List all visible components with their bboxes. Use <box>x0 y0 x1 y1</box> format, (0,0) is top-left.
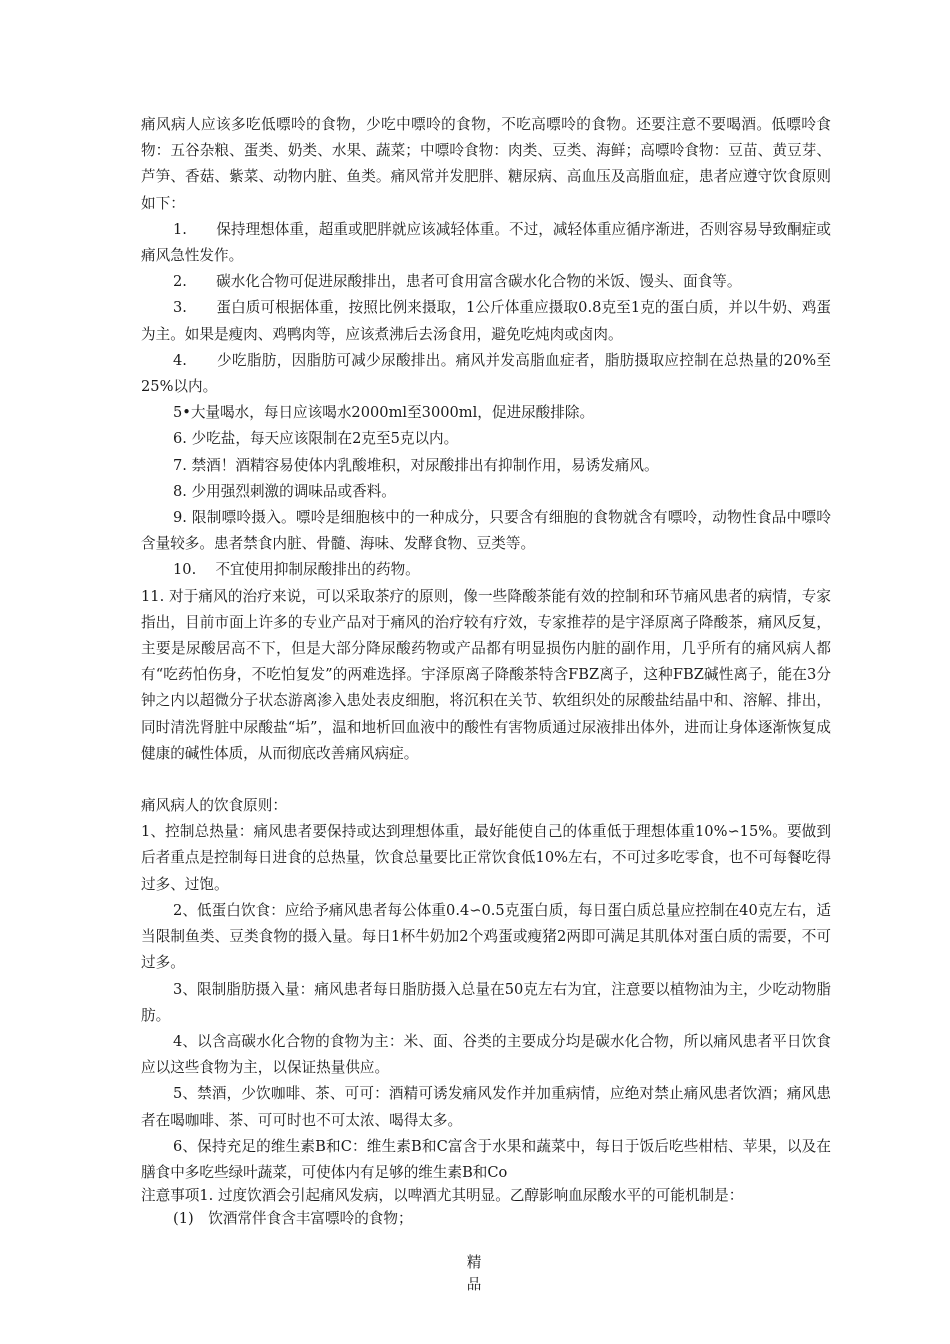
principle-5: 5•大量喝水，每日应该喝水2000ml至3000ml，促进尿酸排除。 <box>173 404 595 422</box>
footer-char-1: 精 <box>466 1254 482 1271</box>
diet-rule-6: 6、保持充足的维生素B和C：维生素B和C富含于水果和蔬菜中，每日于饭后吃些柑桔、苹果，以及在膳食中多吃些绿叶蔬菜，可使体内有足够的维生素B和Co <box>141 1137 831 1181</box>
principle-10: 10. 不宜使用抑制尿酸排出的药物。 <box>173 561 420 579</box>
principle-6: 6. 少吃盐，每天应该限制在2克至5克以内。 <box>173 430 459 448</box>
diet-rule-3: 3、限制脂肪摄入量：痛风患者每日脂肪摄入总量在50克左右为宜，注意要以植物油为主，少吃动物脂肪。 <box>141 980 831 1024</box>
section-gap <box>141 767 831 793</box>
diet-rule-2: 2、低蛋白饮食：应给予痛风患者每公体重0.4∽0.5克蛋白质，每日蛋白质总量应控制在40克左右，适当限制鱼类、豆类食物的摄入量。每日1杯牛奶加2个鸡蛋或瘦猪2两即可满足其肌体对蛋白质的需要，不可过多。 <box>141 901 831 972</box>
page-footer <box>462 1252 486 1296</box>
principle-9: 9. 限制嘌呤摄入。嘌呤是细胞核中的一种成分，只要含有细胞的食物就含有嘌呤，动物性食品中嘌呤含量较多。患者禁食内脏、骨髓、海味、发酵食物、豆类等。 <box>141 509 831 553</box>
principle-3: 3. 蛋白质可根据体重，按照比例来摄取，1公斤体重应摄取0.8克至1克的蛋白质，并以牛奶、鸡蛋为主。如果是瘦肉、鸡鸭肉等，应该煮沸后去汤食用，避免吃炖肉或卤肉。 <box>141 299 831 343</box>
principle-8: 8. 少用强烈刺激的调味品或香料。 <box>173 482 396 500</box>
notes-paragraph: 注意事项1. 过度饮酒会引起痛风发病，以啤酒尤其明显。乙醇影响血尿酸水平的可能机制是： <box>141 1187 744 1205</box>
principle-7: 7. 禁酒！酒精容易使体内乳酸堆积，对尿酸排出有抑制作用，易诱发痛风。 <box>173 456 659 474</box>
diet-rule-1: 1、控制总热量：痛风患者要保持或达到理想体重，最好能使自己的体重低于理想体重10%∽15%。要做到后者重点是控制每日进食的总热量，饮食总量要比正常饮食低10%左右，不可过多吃零食，也不可每餐吃得过多、过饱。 <box>141 823 831 893</box>
section-heading: 痛风病人的饮食原则： <box>141 797 287 815</box>
document-body <box>141 112 831 1232</box>
intro-paragraph: 痛风病人应该多吃低嘌呤的食物，少吃中嘌呤的食物，不吃高嘌呤的食物。还要注意不要喝酒。低嘌呤食物：五谷杂粮、蛋类、奶类、水果、蔬菜；中嘌呤食物：肉类、豆类、海鲜；高嘌呤食物：豆苗、黄豆芽、芦笋、香菇、紫菜、动物内脏、鱼类。痛风常并发肥胖、糖尿病、高血压及高脂血症，患者应遵守饮食原则如下： <box>141 116 831 212</box>
diet-rule-4: 4、以含高碳水化合物的食物为主：米、面、谷类的主要成分均是碳水化合物，所以痛风患者平日饮食应以这些食物为主，以保证热量供应。 <box>141 1032 831 1077</box>
principle-4: 4. 少吃脂肪，因脂肪可减少尿酸排出。痛风并发高脂血症者，脂肪摄取应控制在总热量的20%至25%以内。 <box>141 351 831 396</box>
principle-1: 1. 保持理想体重，超重或肥胖就应该减轻体重。不过，减轻体重应循序渐进，否则容易导致酮症或痛风急性发作。 <box>141 220 831 265</box>
footer-char-2: 品 <box>466 1276 482 1293</box>
diet-rule-5: 5、禁酒，少饮咖啡、茶、可可：酒精可诱发痛风发作并加重病情，应绝对禁止痛风患者饮酒；痛风患者在喝咖啡、茶、可可时也不可太浓、喝得太多。 <box>141 1085 831 1129</box>
principle-11: 11. 对于痛风的治疗来说，可以采取茶疗的原则，像一些降酸茶能有效的控制和环节痛风患者的病情，专家指出，目前市面上许多的专业产品对于痛风的治疗较有疗效，专家推荐的是宇泽原离子降酸茶，痛风反复，主要是尿酸居高不下，但是大部分降尿酸药物或产品都有明显损伤内脏的副作用，几乎所有的痛风病人都有“吃药怕伤身，不吃怕复发”的两难选择。宇泽原离子降酸茶特含FBZ离子，这种FBZ碱性离子，能在3分钟之内以超微分子状态游离渗入患处表皮细胞，将沉积在关节、软组织处的尿酸盐结晶中和、溶解、排出，同时清洗肾脏中尿酸盐“垢”，温和地析回血液中的酸性有害物质通过尿液排出体外，进而让身体逐渐恢复成健康的碱性体质，从而彻底改善痛风病症。 <box>141 587 831 762</box>
principle-2: 2. 碳水化合物可促进尿酸排出，患者可食用富含碳水化合物的米饭、馒头、面食等。 <box>173 273 742 291</box>
notes-item-1: (1) 饮酒常伴食含丰富嘌呤的食物； <box>173 1210 413 1228</box>
